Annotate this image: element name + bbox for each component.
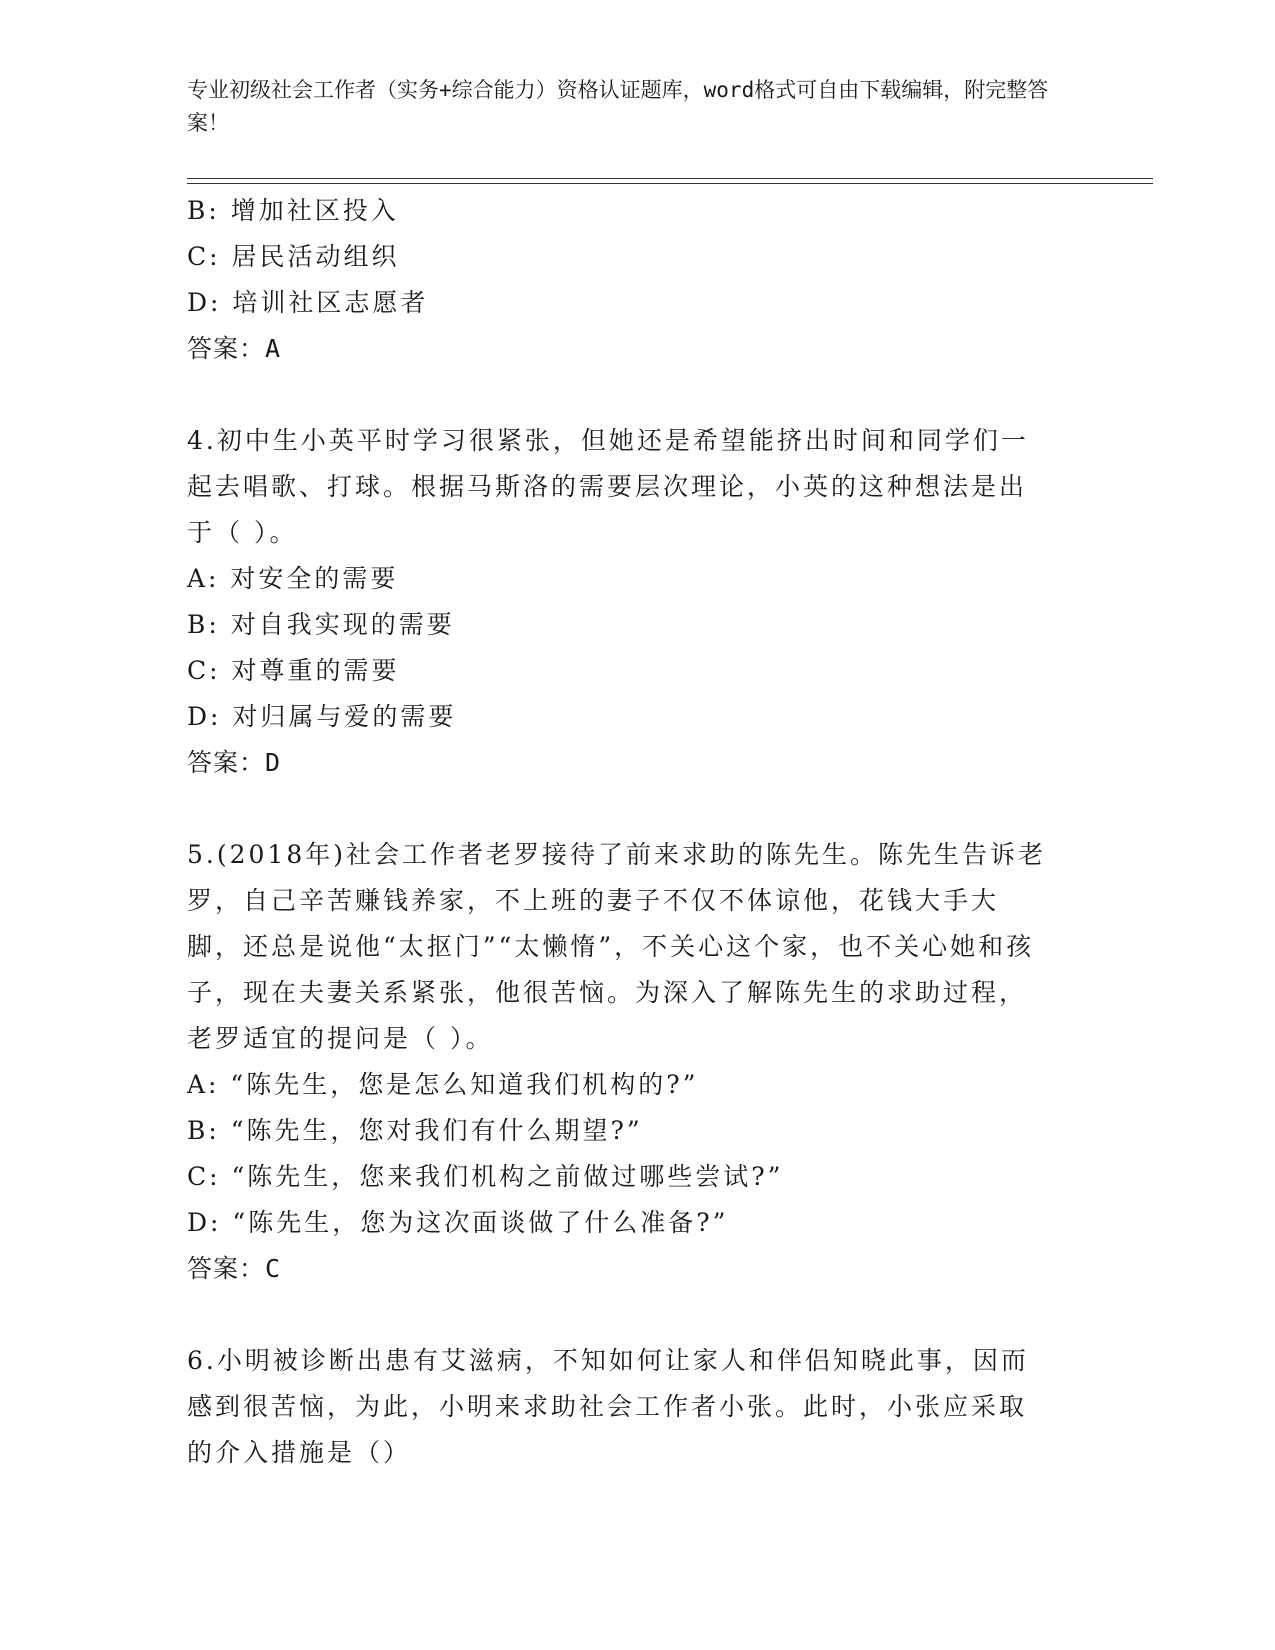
question-6: [187, 1338, 1087, 1476]
option-b: B: “陈先生，您对我们有什么期望?”: [187, 1116, 643, 1145]
question-content: [187, 188, 1087, 1476]
spacer: [187, 786, 1087, 832]
spacer: [187, 372, 1087, 418]
option-b: B: 增加社区投入: [187, 196, 399, 225]
option-d: D: 培训社区志愿者: [187, 288, 429, 317]
page-header: 专业初级社会工作者（实务+综合能力）资格认证题库，word格式可自由下载编辑，附完整答案！: [187, 78, 1049, 135]
question-3: [187, 188, 1087, 372]
question-stem: 6.小明被诊断出患有艾滋病，不知如何让家人和伴侣知晓此事，因而感到很苦恼，为此，小明来求助社会工作者小张。此时，小张应采取的介入措施是（）: [187, 1346, 1029, 1467]
option-c: C: 对尊重的需要: [187, 656, 400, 685]
option-d: D: 对归属与爱的需要: [187, 702, 457, 731]
option-b: B: 对自我实现的需要: [187, 610, 455, 639]
spacer: [187, 1292, 1087, 1338]
option-a: A: 对安全的需要: [187, 564, 399, 593]
option-c: C: 居民活动组织: [187, 242, 400, 271]
question-stem: 4.初中生小英平时学习很紧张，但她还是希望能挤出时间和同学们一起去唱歌、打球。根据马斯洛的需要层次理论，小英的这种想法是出于（ ）。: [187, 426, 1029, 547]
option-a: A: “陈先生，您是怎么知道我们机构的?”: [187, 1070, 699, 1099]
answer-text: 答案：A: [187, 334, 282, 363]
answer-text: 答案：C: [187, 1254, 282, 1283]
question-4: [187, 418, 1087, 786]
question-5: [187, 832, 1087, 1292]
answer-text: 答案：D: [187, 748, 282, 777]
header-divider-top: [187, 178, 1153, 179]
question-stem: 5.(2018年)社会工作者老罗接待了前来求助的陈先生。陈先生告诉老罗，自己辛苦赚钱养家，不上班的妻子不仅不体谅他，花钱大手大脚，还总是说他“太抠门”“太懒惰”，不关心这个家，也不关心她和孩子，现在夫妻关系紧张，他很苦恼。为深入了解陈先生的求助过程，老罗适宜的提问是（ ）。: [187, 840, 1046, 1053]
option-d: D: “陈先生，您为这次面谈做了什么准备?”: [187, 1208, 729, 1237]
header-divider-bottom: [187, 183, 1153, 184]
option-c: C: “陈先生，您来我们机构之前做过哪些尝试?”: [187, 1162, 784, 1191]
